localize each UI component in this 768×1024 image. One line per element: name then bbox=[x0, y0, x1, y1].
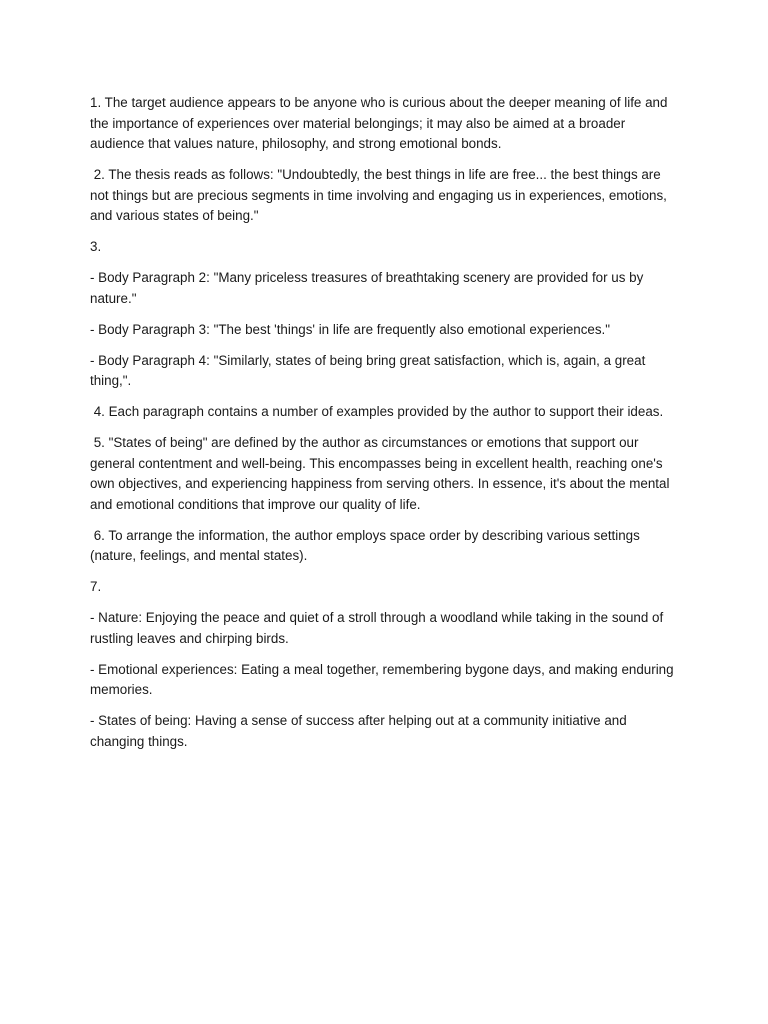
answer-4-paragraph: 4. Each paragraph contains a number of examples provided by the author to support their ideas. bbox=[90, 404, 664, 419]
answer-7-heading: 7. bbox=[90, 579, 102, 594]
answer-3-body-paragraph-2: - Body Paragraph 2: "Many priceless treasures of breathtaking scenery are provided for us by nature." bbox=[90, 270, 648, 306]
answer-1-paragraph: 1. The target audience appears to be anyone who is curious about the deeper meaning of life and the importance of experiences over material belongings; it may also be aimed at a broader audience that values nature, philosophy, and strong emotional bonds. bbox=[90, 95, 672, 151]
answer-7-emotional-experiences: - Emotional experiences: Eating a meal together, remembering bygone days, and making enduring memories. bbox=[90, 661, 678, 697]
answer-7-states-of-being: - States of being: Having a sense of success after helping out at a community initiative and changing things. bbox=[90, 713, 631, 749]
document-body bbox=[90, 93, 682, 763]
answer-5-paragraph: 5. "States of being" are defined by the author as circumstances or emotions that support our general contentment and well-being. This encompasses being in excellent health, reaching one's own objectives, and experiencing happiness from serving others. In essence, it's about the mental and emotional conditions that improve our quality of life. bbox=[90, 435, 674, 512]
answer-7-nature: - Nature: Enjoying the peace and quiet of a stroll through a woodland while taking in the sound of rustling leaves and chirping birds. bbox=[90, 610, 667, 646]
answer-3-body-paragraph-4: - Body Paragraph 4: "Similarly, states of being bring great satisfaction, which is, again, a great thing,". bbox=[90, 352, 650, 388]
answer-2-paragraph: 2. The thesis reads as follows: "Undoubtedly, the best things in life are free... the best things are not things but are precious segments in time involving and engaging us in experiences, emotions, and various states of being." bbox=[90, 167, 671, 223]
answer-6-paragraph: 6. To arrange the information, the author employs space order by describing various settings (nature, feelings, and mental states). bbox=[90, 527, 644, 563]
answer-3-heading: 3. bbox=[90, 239, 102, 254]
answer-3-body-paragraph-3: - Body Paragraph 3: "The best 'things' in life are frequently also emotional experiences." bbox=[90, 321, 611, 337]
